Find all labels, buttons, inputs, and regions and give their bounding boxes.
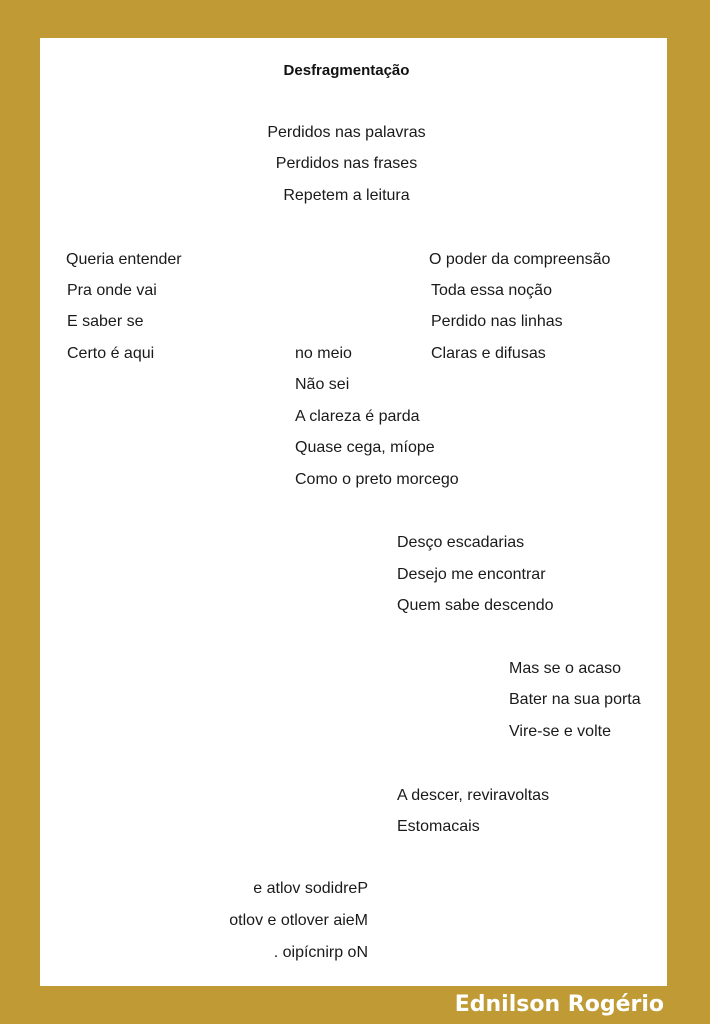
poem-line: E saber se	[67, 313, 144, 330]
poem-line: Perdidos nas palavras	[267, 124, 426, 141]
poem-line: Não sei	[295, 376, 350, 393]
poem-line: Quase cega, míope	[295, 439, 435, 456]
poem-title: Desfragmentação	[283, 62, 410, 79]
poem-line: Mas se o acaso	[509, 660, 622, 677]
poem-line: A descer, reviravoltas	[397, 787, 550, 804]
poem-line: Desço escadarias	[397, 534, 525, 551]
poem-line: Vire-se e volte	[509, 723, 611, 740]
poem-line: Desejo me encontrar	[397, 566, 546, 583]
poem-line: Bater na sua porta	[509, 691, 641, 708]
poem-page	[40, 38, 667, 986]
poem-line: Perdidos nas frases	[275, 155, 418, 172]
poem-line: e atlov sodidreP	[253, 880, 368, 897]
poem-line: Claras e difusas	[431, 345, 546, 362]
poem-line: no meio	[295, 345, 352, 362]
poem-line: Estomacais	[397, 818, 480, 835]
poem-line: Queria entender	[66, 251, 182, 268]
poem-line: Repetem a leitura	[283, 187, 410, 204]
poem-line: Como o preto morcego	[295, 471, 459, 488]
poem-line: Certo é aqui	[67, 345, 155, 362]
poem-line: Toda essa noção	[431, 282, 552, 299]
poem-line: A clareza é parda	[295, 408, 420, 425]
poem-line: Perdido nas linhas	[431, 313, 563, 330]
poem-line: O poder da compreensão	[429, 251, 611, 268]
poem-line: otlov e otlover aieM	[229, 912, 368, 929]
author-signature: Ednilson Rogério	[454, 992, 664, 1017]
poem-line: Quem sabe descendo	[397, 597, 554, 614]
poem-line: Pra onde vai	[67, 282, 157, 299]
poem-line: . oipícnirp oN	[273, 944, 368, 961]
